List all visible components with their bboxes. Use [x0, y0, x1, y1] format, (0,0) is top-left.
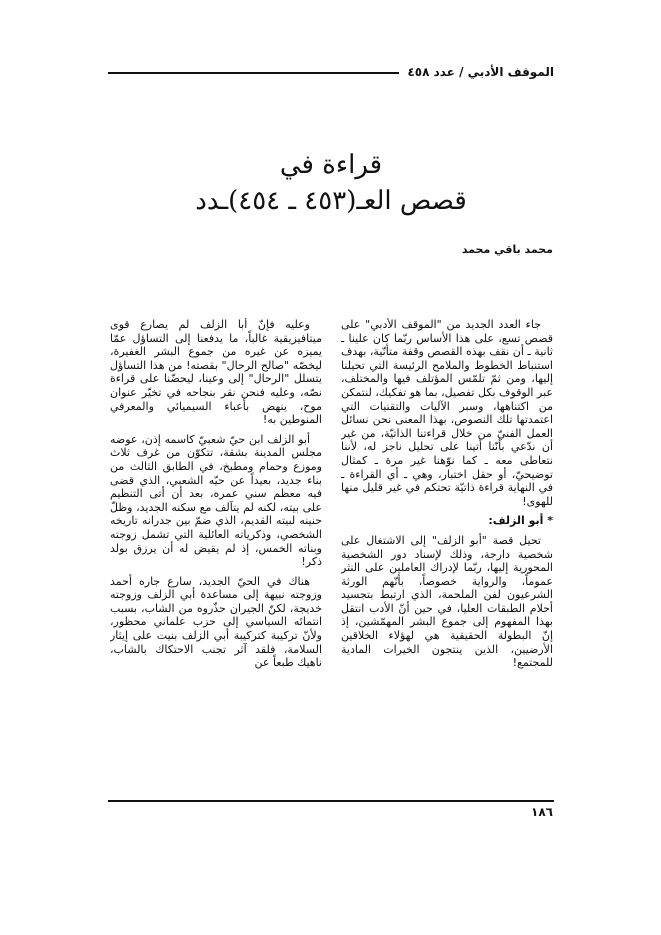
author-name: محمد باقي محمد: [461, 243, 553, 256]
text-column-right: [341, 318, 553, 798]
article-title: [108, 148, 554, 220]
running-header: [108, 62, 554, 82]
paragraph: وعليه فإنّ أبا الزلف لم يصارع قوى ميتافيزيقية غالباً، ما يدفعنا إلى التساؤل عمّا يميزه عن غيره من جموع البشر الغفيرة، ليخصّه "صالح الرحال" بقصته! من هذا التساؤل يتسلل "الرحال" إلى وعينا، ليحضّنا على قراءة نصّه، وعليه فنحن نقر بنجاحه في تخيّر عنوان موح، ينهض بأعباء السيميائي والمعرفي المنوطين به!: [110, 318, 322, 427]
section-subheading: * أبو الزلف:: [488, 514, 553, 528]
title-line-2: قصص العـ(٤٥٣ ـ ٤٥٤)ـدد: [195, 186, 467, 216]
paragraph: هناك في الحيّ الجديد، سارع جاره أحمد وزوجته نبيهة إلى مساعدة أبي الزلف وزوجته خديجة، لكنّ الجيران حذّروه من الشاب، بسبب انتمائه السياسي إلى حزب علماني محظور، ولأنّ تركيبة كتركيبة أبي الزلف بنيت على إيثار السلامة، فلقد آثر تجنب الاحتكاك بالشاب، ناهيك طبعاً عن: [110, 574, 322, 670]
text-column-left: [110, 318, 322, 798]
paragraph: تحيل قصة "أبو الزلف" إلى الاشتغال على شخصية دارجة، وذلك لإسناد دور الشخصية المحورية إليها، ربّما لإدراك العاملين على النثر عموماً، والرواية خصوصاً، بأنّهم الورثة الشرعيون لفن الملحمة، الذي ارتبط بتجسيد أحلام الطبقات العليا، في حين أنّ الأدب انتقل بهذا المفهوم إلى جموع البشر المهمّشين، إذ إنّ البطولة الحقيقية هي لهؤلاء الخلاقين الأرضيين، الذين ينتجون الخيرات المادية للمجتمع!: [341, 533, 553, 670]
footer-rule: [108, 800, 554, 802]
journal-issue-label: الموقف الأدبي / عدد ٤٥٨: [407, 65, 554, 79]
title-line-1: قراءة في: [279, 150, 383, 180]
header-rule: [108, 72, 399, 74]
paragraph: أبو الزلف ابن حيّ شعبيّ كاسمه إذن، عوضه مجلس المدينة بشقة، تتكوّن من غرف ثلاث وموزع وحمام ومطبخ، في الطابق الثالث من بناء جديد، بعيداً عن حيّه الشعبي، الذي قضى فيه معظم سني عمره، بعد أن أتى التنظيم على بيته، لكنه لم يتآلف مع سكنه الجديد، وظلّ حنينه لبيته القديم، الذي ضمّ بين جدرانه تاريخه الشخصي، وذكرياته العائلية التي تشمل زوجته وبناته الخمس، إذ لم يقيض له أن يرزق بولد ذكر!: [110, 432, 322, 569]
paragraph: جاء العدد الجديد من "الموقف الأدبي" على قصص تسع، على هذا الأساس ربّما كان علينا ـ ثانية ـ أن نقف بهذه القصص وقفة متأنّية، بهدف استنباط الخطوط والملامح الرئيسة التي تحيلنا إليها، ومن ثمّ تلمّس المؤتلف فيها والمختلف، عبر الوقوف بكل تفصيل، بما هو تفكيك، لنتمكن من اكتناهها، وسبر الآليات والتقنيات التي اعتمدتها تلك النصوص، بهذا المعنى نحن نسائل العمل الفنيّ من خلال قراءتنا الذاتيّة، من غير أن ندّعي بأنّنا أتينا على تحليل ناجز له، لأننا نتعاطى معه ـ كما نوّهنا غير مرة ـ كمثال توضيحيّ، أو حقل اختبار، وهي ـ أي القراءة ـ في النهاية قراءة ذاتيّة تحتكم في غير قليل منها للهوى!: [341, 318, 553, 508]
page-number: ١٨٦: [531, 805, 553, 819]
